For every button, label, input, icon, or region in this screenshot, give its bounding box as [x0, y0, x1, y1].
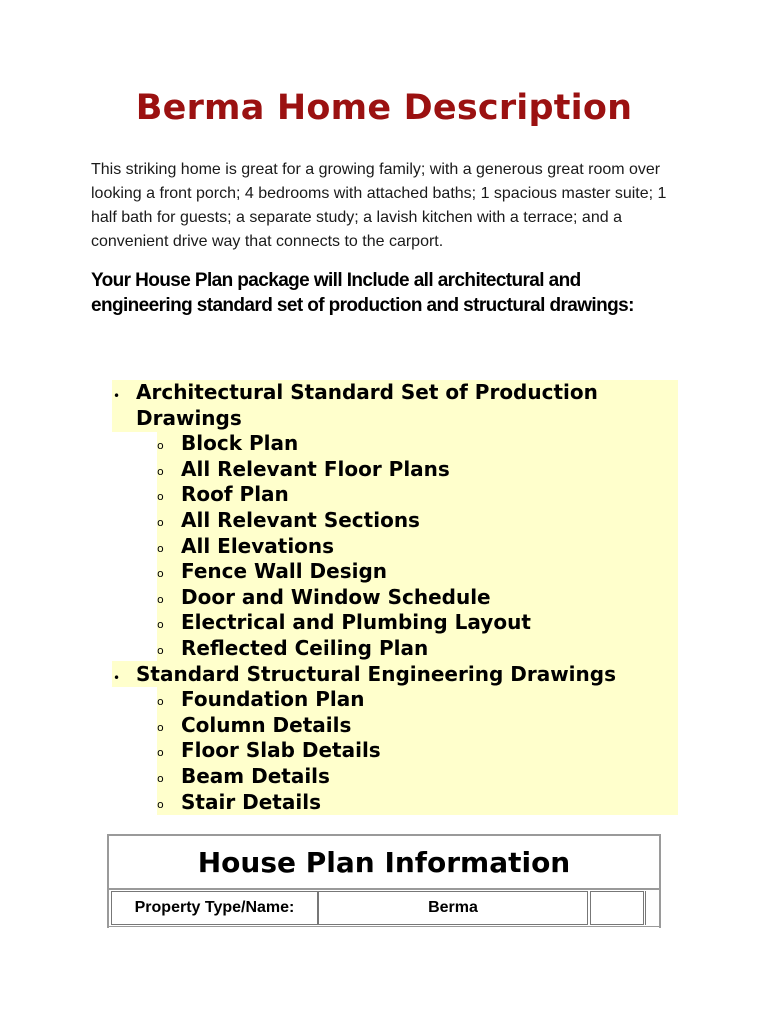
bullet-circle-icon: o — [157, 644, 164, 657]
bullet-circle-icon: o — [157, 592, 164, 606]
bullet-circle-icon: o — [157, 695, 164, 709]
bullet-circle-icon: o — [157, 772, 164, 785]
house-plan-info-table — [107, 834, 661, 928]
list-item: Block Plan — [181, 431, 299, 456]
bullet-circle-icon: o — [157, 439, 164, 453]
bullet-circle-icon: o — [157, 746, 164, 760]
list-item: Foundation Plan — [181, 687, 365, 712]
bullet-circle-icon: o — [157, 516, 164, 529]
bullet-circle-icon: o — [157, 618, 164, 632]
list-item: Stair Details — [181, 789, 321, 814]
intro-paragraph: This striking home is great for a growing family; with a generous great room over looking a front porch; 4 bedrooms with attached baths; 1 spacious master suite; 1 half bath for guests; a separate study; a lavish kitchen with a terrace; and a convenient drive way that connects to the carport. — [91, 161, 667, 250]
bullet-circle-icon: o — [157, 541, 164, 555]
bullet-circle-icon: o — [157, 720, 164, 734]
bullet-circle-icon: o — [157, 490, 164, 504]
list-item: All Elevations — [181, 533, 335, 558]
list-item: Fence Wall Design — [181, 559, 388, 584]
bullet-circle-icon: o — [157, 464, 164, 478]
list-item: All Relevant Sections — [181, 508, 420, 532]
table-cell-edge — [645, 891, 646, 925]
info-table-title: House Plan Information — [197, 846, 571, 879]
empty-cell — [590, 891, 644, 925]
bullet-disc-icon: • — [113, 389, 121, 403]
property-type-label: Property Type/Name: — [111, 891, 318, 925]
bullet-circle-icon: o — [157, 567, 164, 581]
list-item: Floor Slab Details — [181, 738, 381, 763]
list-item: Roof Plan — [181, 482, 289, 507]
bullet-disc-icon: • — [113, 670, 121, 685]
list-item: Column Details — [181, 712, 352, 737]
list-item: Reflected Ceiling Plan — [181, 636, 429, 660]
list-item: Electrical and Plumbing Layout — [181, 610, 531, 635]
list-item: Door and Window Schedule — [181, 584, 491, 609]
list-item: All Relevant Floor Plans — [181, 456, 450, 481]
table-divider — [109, 888, 659, 890]
list-heading-architectural-cont: Drawings — [136, 405, 242, 430]
list-item: Beam Details — [181, 764, 330, 788]
bullet-circle-icon: o — [157, 797, 164, 811]
table-bottom-border — [109, 926, 659, 927]
list-heading-structural: Standard Structural Engineering Drawings — [136, 661, 616, 686]
property-type-value: Berma — [318, 891, 588, 925]
page-title: Berma Home Description — [135, 88, 633, 128]
list-heading-architectural: Architectural Standard Set of Production — [136, 380, 598, 404]
package-subheading: Your House Plan package will Include all architectural and engineering standard set of production and structural drawings: — [91, 270, 634, 316]
